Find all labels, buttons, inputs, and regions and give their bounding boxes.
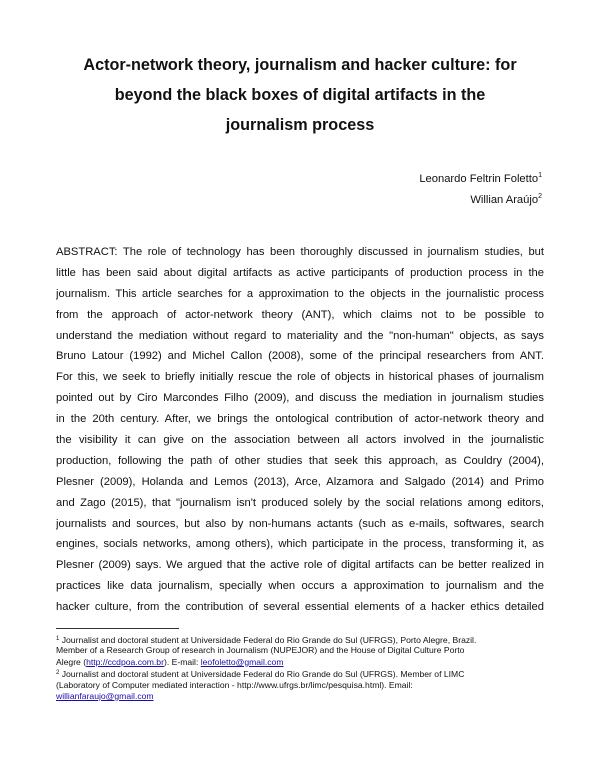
author-2 [470,193,542,206]
author-name: Willian Araújo [470,194,539,206]
abstract-line: journalists and sources, but also by non-humans actants (such as e-mails, softwares, search [56,517,544,530]
footnote-mark: 2 [56,670,60,677]
author-1 [419,172,542,185]
abstract-line: For this, we seek to briefly initially rescue the role of objects in historical phases of journalism [56,371,544,384]
abstract-line: practices like data journalism, specially when occurs a approximation to journalism and the [56,580,544,593]
website-link[interactable]: http://ccdpoa.com.br [86,656,164,667]
abstract-line: Plesner (2009) says. We argued that the active role of digital artifacts can be better realized in [56,559,544,572]
title-line-3: journalism process [225,116,375,134]
footnote-mark: 1 [538,172,542,179]
abstract-line: journalism. This article searches for a approximation to the objects in the journalistic process [56,287,544,300]
email-link[interactable]: willianfaraujo@gmail.com [56,690,154,701]
footnote-2-line-2: (Laboratory of Computer mediated interaction - http://www.ufrgs.br/limc/pesquisa.html). Email: [56,679,413,690]
footnote-1-line-2: Member of a Research Group of research in Journalism (NUPEJOR) and the House of Digital Culture Porto [56,645,465,656]
footnote-mark: 2 [538,193,542,200]
abstract-line: from the approach of actor-network theory (ANT), which claims not to be possible to [56,308,544,321]
abstract-line: engines, socials networks, among others), which participate in the process, transforming it, as [56,538,544,551]
author-name: Leonardo Feltrin Foletto [419,173,539,185]
title-line-2: beyond the black boxes of digital artifacts in the [114,86,486,104]
abstract-line: production, following the path of other studies that seek this approach, as Couldry (2004), [56,454,544,467]
email-link[interactable]: leofoletto@gmail.com [200,656,284,667]
abstract-line: in the 20th century. After, we brings the ontological contribution of actor-network theory and [56,413,544,426]
abstract-line: understand the mediation without regard to materiality and the "non-human" objects, as says [56,329,544,342]
footnote-1-line-1: $^1$ Journalist and doctoral student at Universidade Federal do Rio Grande do Sul (UFRGS), Porto Alegre, Brazil. [56,635,477,645]
abstract-line: Plesner (2009), Holanda and Lemos (2013), Arce, Alzamora and Salgado (2014) and Primo [56,475,544,488]
abstract [56,242,544,618]
title-line-1: Actor-network theory, journalism and hacker culture: for [83,56,517,74]
footnotes [56,634,546,702]
footnote-separator [56,628,179,629]
abstract-line: the visibility it can give on the association between all actors involved in the journalistic [56,434,544,447]
footnote-mark: 1 [56,636,60,642]
abstract-line: little has been said about digital artifacts as active participants of production process in the [56,266,544,279]
abstract-line: Bruno Latour (1992) and Michel Callon (2008), some of the principal researchers from ANT. [56,350,544,363]
abstract-line: pointed out by Ciro Marcondes Filho (2009), and discuss the mediation in journalism studies [56,392,544,405]
footnote-2-line-3 [56,691,546,702]
footnote-1-line-3: Alegre (http://ccdpoa.com.br). E-mail: leofoletto@gmail.com [56,656,284,667]
abstract-line: hacker culture, from the contribution of several essential elements of a hacker ethics detailed [56,601,544,614]
abstract-line: and Zago (2015), that "journalism isn't produced solely by the social relations among editors, [56,496,544,509]
abstract-line: ABSTRACT: The role of technology has been thoroughly discussed in journalism studies, but [56,246,544,258]
paper-title [48,50,552,140]
footnote-2-line-1: $^2$ Journalist and doctoral student at Universidade Federal do Rio Grande do Sul (UFRGS). Member of LIMC [56,669,465,680]
